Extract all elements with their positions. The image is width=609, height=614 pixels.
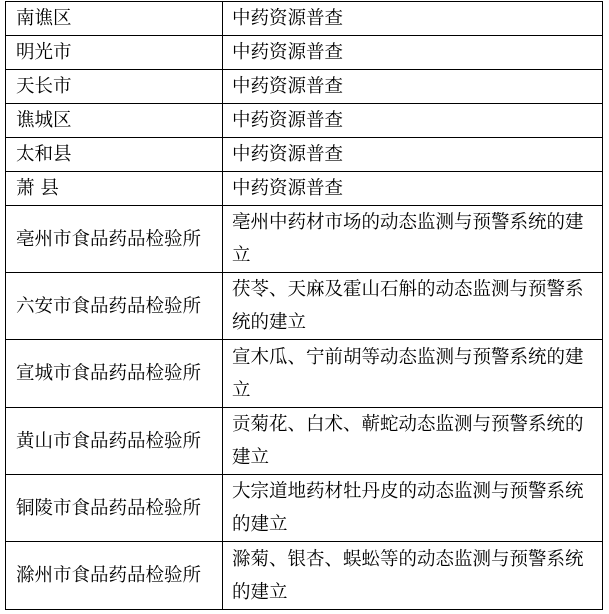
table-row (6, 138, 603, 172)
task-text: 中药资源普查 (232, 76, 344, 97)
task-cell (223, 408, 603, 475)
unit-cell (6, 138, 223, 172)
task-text: 中药资源普查 (232, 178, 344, 199)
table-row (6, 172, 603, 206)
unit-name: 明光市 (16, 42, 72, 63)
unit-name: 亳州市食品药品检验所 (16, 228, 202, 250)
unit-name: 南谯区 (16, 8, 72, 29)
task-text: 宣木瓜、宁前胡等动态监测与预警系统的建立 (232, 346, 584, 401)
unit-cell (6, 2, 223, 36)
table-row (6, 408, 603, 475)
table-row (6, 70, 603, 104)
task-cell (223, 70, 603, 104)
unit-name: 太和县 (16, 144, 72, 165)
task-cell (223, 104, 603, 138)
unit-cell (6, 542, 223, 610)
table-row (6, 273, 603, 340)
unit-cell (6, 36, 223, 70)
task-cell (223, 2, 603, 36)
unit-name: 谯城区 (16, 110, 72, 131)
task-cell (223, 542, 603, 610)
unit-name: 宣城市食品药品检验所 (16, 363, 202, 384)
unit-name: 萧 县 (16, 178, 59, 199)
unit-cell (6, 273, 223, 340)
task-text: 亳州中药材市场的动态监测与预警系统的建立 (232, 212, 584, 266)
table-row (6, 36, 603, 70)
data-table (5, 1, 603, 610)
unit-name: 黄山市食品药品检验所 (16, 430, 202, 452)
task-cell (223, 138, 603, 172)
task-cell (223, 172, 603, 206)
table-row (6, 2, 603, 36)
task-text: 中药资源普查 (232, 110, 344, 131)
unit-name: 滁州市食品药品检验所 (16, 565, 202, 586)
table-row (6, 340, 603, 408)
table-row (6, 475, 603, 542)
task-cell (223, 475, 603, 542)
unit-cell (6, 206, 223, 273)
task-text: 中药资源普查 (232, 42, 344, 63)
table-row (6, 542, 603, 610)
unit-cell (6, 475, 223, 542)
task-cell (223, 340, 603, 408)
task-cell (223, 206, 603, 273)
table-row (6, 206, 603, 273)
unit-cell (6, 104, 223, 138)
unit-name: 天长市 (16, 76, 72, 97)
table-row (6, 104, 603, 138)
unit-cell (6, 408, 223, 475)
task-text: 茯苓、天麻及霍山石斛的动态监测与预警系统的建立 (232, 279, 584, 333)
task-cell (223, 36, 603, 70)
task-text: 滁菊、银杏、蜈蚣等的动态监测与预警系统的建立 (232, 548, 584, 603)
unit-cell (6, 340, 223, 408)
task-text: 中药资源普查 (232, 144, 344, 165)
unit-cell (6, 70, 223, 104)
unit-name: 铜陵市食品药品检验所 (16, 497, 202, 519)
task-cell (223, 273, 603, 340)
unit-cell (6, 172, 223, 206)
task-text: 大宗道地药材牡丹皮的动态监测与预警系统的建立 (232, 481, 584, 535)
unit-name: 六安市食品药品检验所 (16, 295, 202, 317)
task-text: 中药资源普查 (232, 8, 344, 29)
task-text: 贡菊花、白术、蕲蛇动态监测与预警系统的建立 (232, 414, 584, 468)
